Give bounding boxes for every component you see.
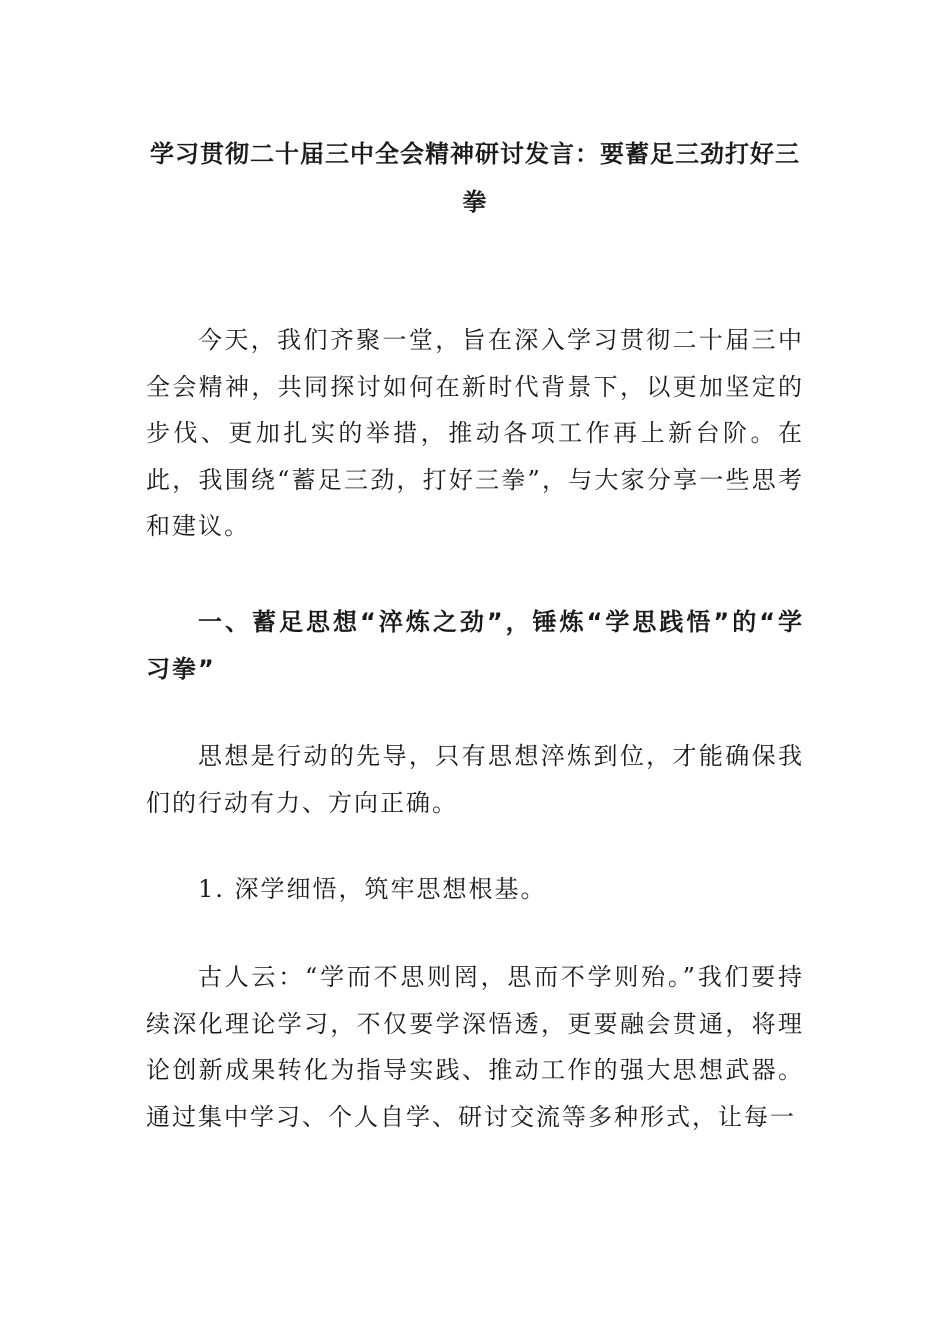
document-title: 学习贯彻二十届三中全会精神研讨发言：要蓄足三劲打好三拳 [150, 140, 800, 216]
body-paragraph-1-1: 古人云：“学而不思则罔，思而不学则殆。”我们要持续深化理论学习，不仅要学深悟透，更要融会贯通，将理论创新成果转化为指导实践、推动工作的强大思想武器。通过集中学习、个人自学、研讨交流等多种形式，让每一 [146, 963, 804, 1131]
subheading-1-1: 1. 深学细悟，筑牢思想根基。 [198, 875, 547, 903]
section-heading-1: 一、蓄足思想“淬炼之劲”，锤炼“学思践悟”的“学习拳” [146, 608, 804, 683]
section-1-intro-paragraph: 思想是行动的先导，只有思想淬炼到位，才能确保我们的行动有力、方向正确。 [146, 742, 804, 817]
intro-paragraph: 今天，我们齐聚一堂，旨在深入学习贯彻二十届三中全会精神，共同探讨如何在新时代背景下，以更加坚定的步伐、更加扎实的举措，推动各项工作再上新台阶。在此，我围绕“蓄足三劲，打好三拳”，与大家分享一些思考和建议。 [146, 326, 804, 540]
